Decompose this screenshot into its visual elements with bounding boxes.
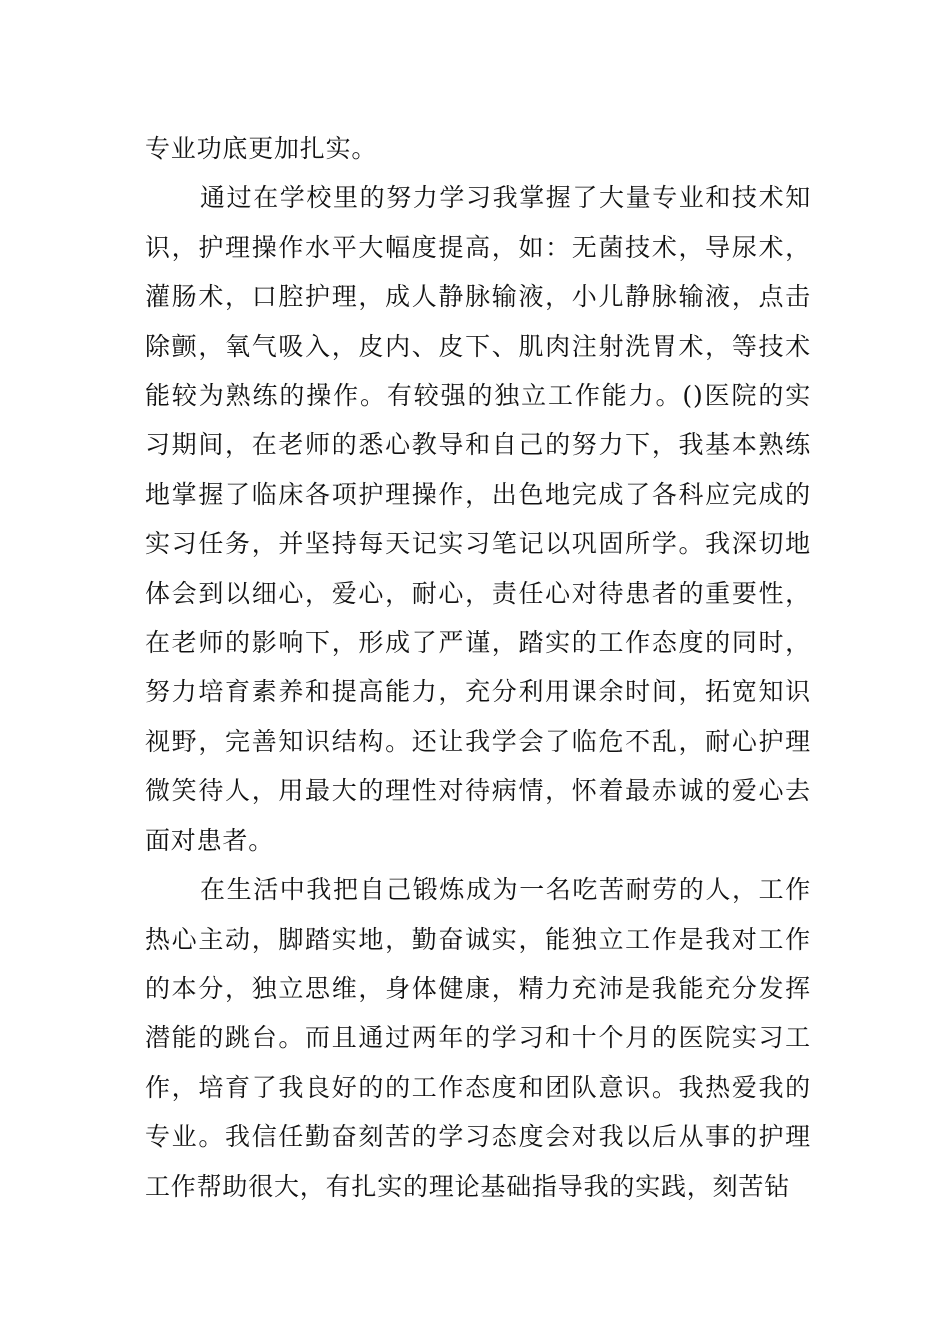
paragraph-2: 通过在学校里的努力学习我掌握了大量专业和技术知识，护理操作水平大幅度提高，如：无菌技术，导尿术，灌肠术，口腔护理，成人静脉输液，小儿静脉输液，点击除颤，氧气吸入，皮内、皮下、肌肉注射洗胃术，等技术能较为熟练的操作。有较强的独立工作能力。()医院的实习期间，在老师的悉心教导和自己的努力下，我基本熟练地掌握了临床各项护理操作，出色地完成了各科应完成的实习任务，并坚持每天记实习笔记以巩固所学。我深切地体会到以细心，爱心，耐心，责任心对待患者的重要性，在老师的影响下，形成了严谨，踏实的工作态度的同时，努力培育素养和提高能力，充分利用课余时间，拓宽知识视野，完善知识结构。还让我学会了临危不乱，耐心护理微笑待人，用最大的理性对待病情，怀着最赤诚的爱心去面对患者。	[145, 183, 811, 855]
paragraph-1: 专业功底更加扎实。	[145, 134, 378, 163]
paragraph-3: 在生活中我把自己锻炼成为一名吃苦耐劳的人，工作热心主动，脚踏实地，勤奋诚实，能独立工作是我对工作的本分，独立思维，身体健康，精力充沛是我能充分发挥潜能的跳台。而且通过两年的学习和十个月的医院实习工作，培育了我良好的的工作态度和团队意识。我热爱我的专业。我信任勤奋刻苦的学习态度会对我以后从事的护理工作帮助很大，有扎实的理论基础指导我的实践，刻苦钻	[145, 875, 811, 1201]
document-body	[145, 124, 811, 1211]
